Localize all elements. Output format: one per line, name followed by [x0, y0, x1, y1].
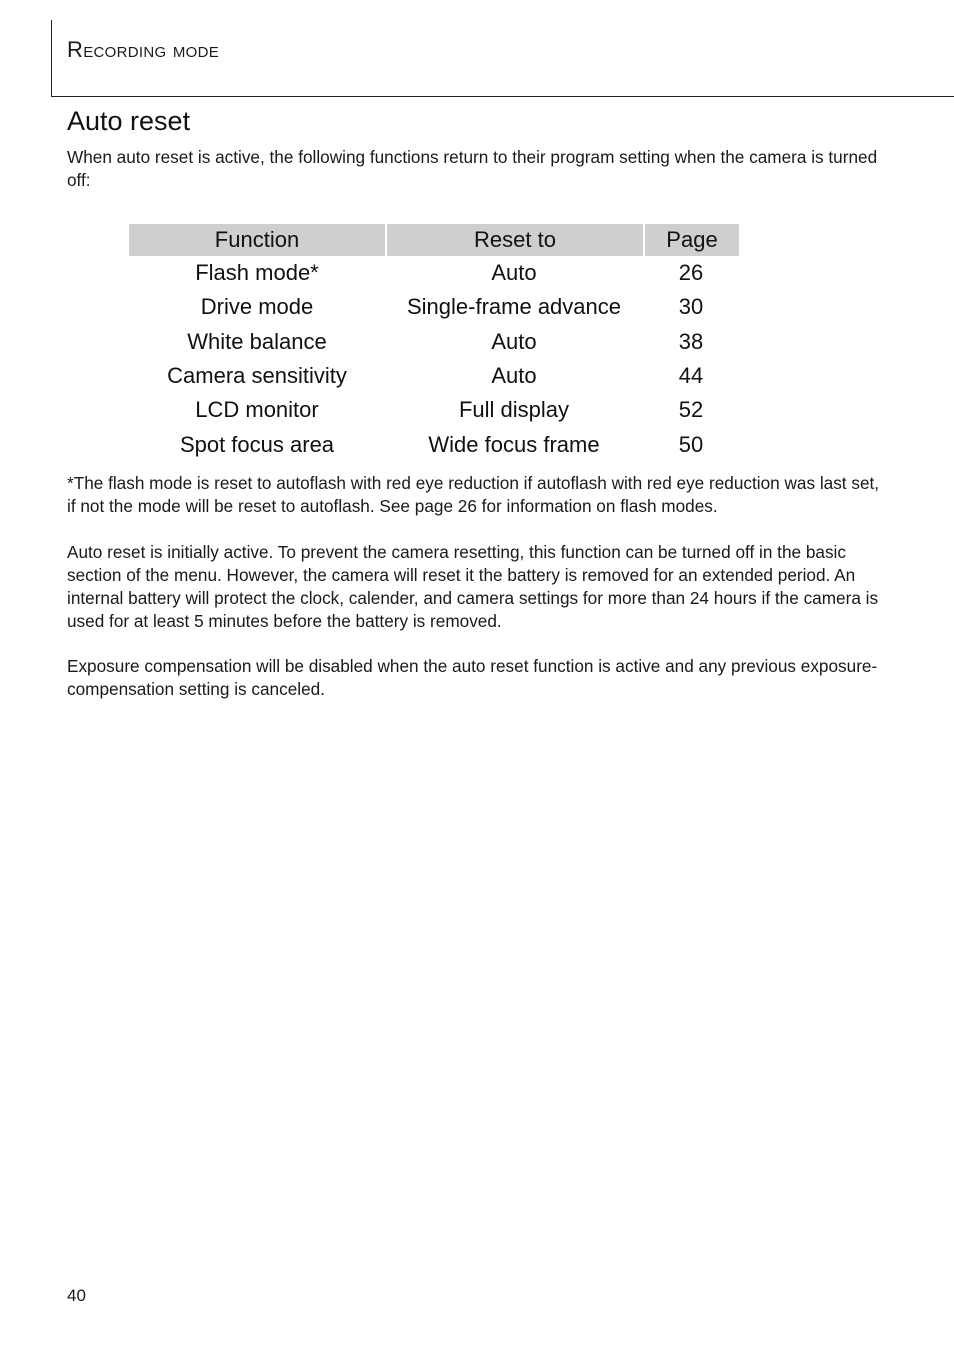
auto-reset-table — [129, 224, 739, 462]
header-horizontal-rule — [51, 96, 954, 97]
column-header-reset-to: Reset to — [385, 224, 643, 256]
cell-function: White balance — [187, 328, 327, 354]
table-row — [129, 256, 739, 290]
table-row — [129, 359, 739, 393]
section-header: Recording mode — [67, 37, 220, 62]
cell-page: 52 — [678, 397, 704, 423]
column-header-function: Function — [129, 224, 385, 256]
cell-function: Drive mode — [200, 294, 314, 320]
column-header-page: Page — [643, 224, 739, 256]
cell-page: 38 — [678, 328, 704, 354]
cell-reset-to: Auto — [491, 260, 537, 286]
table-header-row — [129, 224, 739, 256]
header-vertical-rule — [51, 20, 52, 97]
table-row — [129, 290, 739, 324]
page-title: Auto reset — [67, 106, 191, 136]
cell-page: 50 — [678, 431, 704, 457]
cell-page: 44 — [678, 363, 704, 389]
cell-function: Flash mode* — [195, 260, 319, 286]
table-row — [129, 325, 739, 359]
cell-reset-to: Wide focus frame — [428, 431, 600, 457]
table-row — [129, 393, 739, 427]
cell-function: Spot focus area — [179, 431, 335, 457]
exposure-paragraph: Exposure compensation will be disabled when the auto reset function is active and any previous exposure-compensation setting is canceled. — [67, 656, 878, 699]
intro-paragraph: When auto reset is active, the following functions return to their program setting when the camera is turned off: — [67, 147, 878, 190]
cell-reset-to: Auto — [491, 363, 537, 389]
cell-page: 26 — [678, 260, 704, 286]
battery-paragraph: Auto reset is initially active. To prevent the camera resetting, this function can be turned off in the basic section of the menu. However, the camera will reset it the battery is removed for an extended period. An internal battery will protect the clock, calender, and camera settings for more than 24 hours if the camera is used for at least 5 minutes before the battery is removed. — [67, 542, 879, 631]
cell-reset-to: Full display — [458, 397, 570, 423]
table-row — [129, 427, 739, 461]
page-number: 40 — [67, 1286, 86, 1305]
cell-function: Camera sensitivity — [167, 363, 347, 389]
cell-reset-to: Auto — [491, 328, 537, 354]
cell-function: LCD monitor — [195, 397, 319, 423]
cell-page: 30 — [678, 294, 704, 320]
cell-reset-to: Single-frame advance — [406, 294, 621, 320]
flash-footnote: *The flash mode is reset to autoflash with red eye reduction if autoflash with red eye reduction was last set, if not the mode will be reset to autoflash. See page 26 for information on flash modes. — [67, 473, 880, 516]
